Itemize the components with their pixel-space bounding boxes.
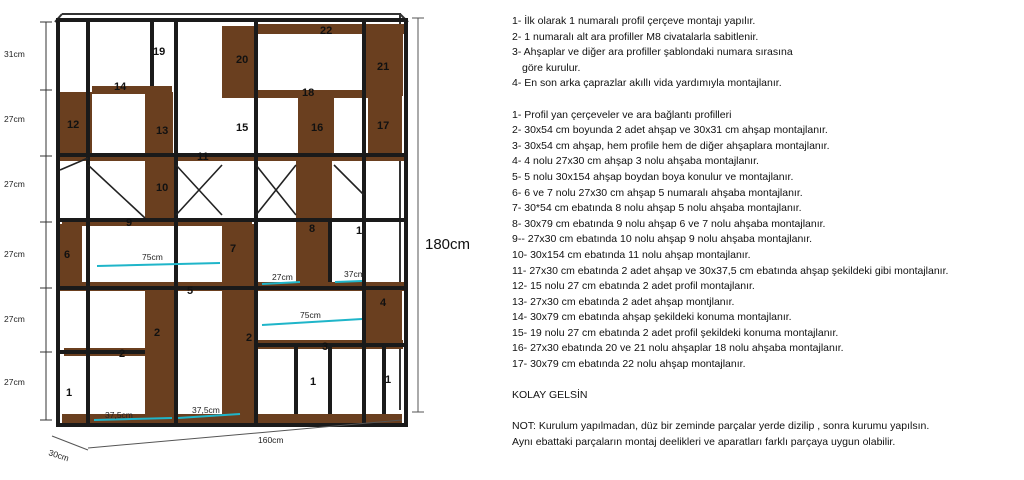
inner-dimension-label: 75cm [300,310,321,320]
instruction-line: 4- 4 nolu 27x30 cm ahşap 3 nolu ahşaba montajlanır. [512,155,759,168]
part-label: 1 [310,376,317,388]
instruction-line: 14- 30x79 cm ebatında ahşap şekildeki konuma montajlanır. [512,311,792,324]
part-label: 13 [156,125,169,137]
part-label: 17 [377,120,390,132]
part-label: 16 [311,122,324,134]
instruction-line: 8- 30x79 cm ebatında 9 nolu ahşap 6 ve 7 nolu ahşaba montajlanır. [512,217,826,230]
closing-text: KOLAY GELSİN [512,389,588,402]
instruction-line: 17- 30x79 cm ebatında 22 nolu ahşap montajlanır. [512,358,746,371]
part-label: 1 [356,225,363,237]
instruction-line: 6- 6 ve 7 nolu 27x30 cm ahşap 5 numaralı ahşaba montajlanır. [512,186,803,199]
spacer [512,373,1017,389]
inner-dimension-label: 37cm [344,269,365,279]
left-dimension-label: 27cm [4,314,25,324]
height-dimension-line [412,18,424,412]
left-dimension-label: 27cm [4,249,25,259]
assembly-instructions [512,14,1017,451]
instruction-line: 5- 5 nolu 30x154 ahşap boydan boya konulur ve montajlanır. [512,170,794,183]
part-label: 1 [66,387,73,399]
part-label: 6 [64,249,71,261]
instruction-line: 13- 27x30 cm ebatında 2 adet ahşap montjlanır. [512,295,735,308]
part-label: 1 [385,374,392,386]
left-dimension-label: 27cm [4,114,25,124]
left-dimension-lines [40,22,52,420]
inner-dimension-label: 75cm [142,252,163,262]
part-label: 19 [153,46,166,58]
inner-dimension-label: 37,5cm [105,410,133,420]
left-dimension-label: 27cm [4,179,25,189]
instruction-line: 10- 30x154 cm ebatında 11 nolu ahşap montajlanır. [512,248,751,261]
instruction-line: 11- 27x30 cm ebatında 2 adet ahşap ve 30x37,5 cm ebatında ahşap şekildeki gibi montajlanır. [512,264,949,277]
width-dimension-label: 160cm [258,435,284,445]
part-label: 22 [320,25,333,37]
inner-dimension-label: 37,5cm [192,405,220,415]
part-label: 14 [114,81,127,93]
bookshelf-assembly-diagram [0,0,490,480]
left-dimension-label: 31cm [4,49,25,59]
instruction-line: 3- Ahşaplar ve diğer ara profiller şablondaki numara sırasına [512,46,793,59]
instruction-line: 12- 15 nolu 27 cm ebatında 2 adet profil montajlanır. [512,280,755,293]
note-line: Aynı ebattaki parçaların montaj deelikleri ve aparatları farklı parçaya uygun olabilir. [512,436,896,449]
spacer [512,404,1017,420]
depth-dimension-label: 30cm [47,447,71,464]
instruction-line: 1- Profil yan çerçeveler ve ara bağlantı profilleri [512,108,732,121]
spacer [512,92,1017,108]
part-label: 9 [126,217,133,229]
part-label: 15 [236,122,249,134]
instruction-line: 4- En son arka çaprazlar akıllı vida yardımıyla montajlanır. [512,77,782,90]
instruction-line: 16- 27x30 ebatında 20 ve 21 nolu ahşaplar 18 nolu ahşaba montajlanır. [512,342,844,355]
part-label: 10 [156,182,169,194]
instruction-line: 15- 19 nolu 27 cm ebatında 2 adet profil şekildeki konuma montajlanır. [512,326,839,339]
part-label: 11 [197,151,209,163]
part-label: 8 [309,223,316,235]
part-label: 20 [236,54,249,66]
instruction-line: 2- 30x54 cm boyunda 2 adet ahşap ve 30x31 cm ahşap montajlanır. [512,124,828,137]
part-label: 2 [119,348,126,360]
instruction-line: 1- İlk olarak 1 numaralı profil çerçeve montajı yapılır. [512,15,756,27]
part-label: 18 [302,87,315,99]
part-label: 2 [154,327,161,339]
part-label: 12 [67,119,80,131]
instruction-line: 2- 1 numaralı alt ara profiller M8 civatalarla sabitlenir. [512,30,759,43]
wood-panels [60,24,405,424]
part-label: 21 [377,61,390,73]
left-dimension-label: 27cm [4,377,25,387]
part-label: 4 [380,297,387,309]
instruction-line: 3- 30x54 cm ahşap, hem profile hem de diğer ahşaplara montajlanır. [512,139,830,152]
instruction-line: 7- 30*54 cm ebatında 8 nolu ahşap 5 nolu ahşaba montajlanır. [512,202,802,215]
part-label: 5 [187,285,194,297]
instruction-line: 9-- 27x30 cm ebatında 10 nolu ahşap 9 nolu ahşaba montajlanır. [512,233,813,246]
note-line: NOT: Kurulum yapılmadan, düz bir zeminde parçalar yerde dizilip , sonra kurumu yapılsın. [512,420,930,433]
part-label: 7 [230,243,237,255]
height-dimension-label: 180cm [425,236,471,253]
part-label: 2 [246,332,253,344]
instruction-line: göre kurulur. [522,61,581,74]
inner-dimension-label: 27cm [272,272,293,282]
part-label: 3 [322,341,329,353]
